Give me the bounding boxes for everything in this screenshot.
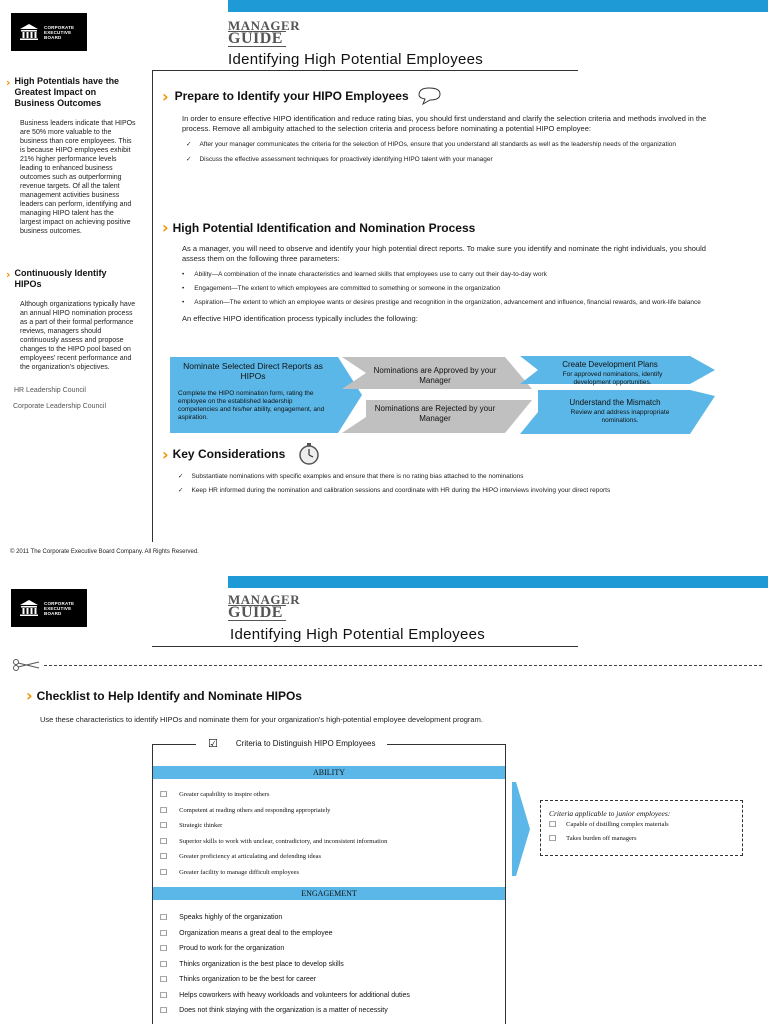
wordmark-top: MANAGER <box>228 18 301 33</box>
engagement-list <box>160 910 410 1019</box>
checkbox-item-text: Helps coworkers with heavy workloads and volunteers for additional duties <box>179 991 410 999</box>
checkbox-item-text: Capable of distilling complex materials <box>566 821 669 828</box>
wordmark-bottom: GUIDE <box>228 31 286 47</box>
check-icon: ✓ <box>178 487 184 494</box>
bullet-icon: • <box>182 285 185 292</box>
check-item-text: Substantiate nominations with specific examples and ensure that there is no rating bias attached to the nominations <box>191 473 524 480</box>
checkbox-item-text: Strategic thinker <box>179 822 223 829</box>
checkbox-icon[interactable]: ☐ <box>160 836 168 846</box>
checkbox-icon[interactable]: ☐ <box>160 990 168 1000</box>
dashed-line <box>44 665 762 666</box>
company-logo <box>11 13 87 51</box>
junior-title: Criteria applicable to junior employees: <box>549 809 671 818</box>
check-icon: ✓ <box>178 473 184 480</box>
checkbox-icon[interactable]: ☐ <box>160 959 168 969</box>
wordmark-bottom: GUIDE <box>228 605 286 621</box>
bullet-icon: • <box>182 271 185 278</box>
checkbox-item[interactable] <box>160 957 410 973</box>
criteria-box-title <box>196 737 387 750</box>
logo-line: BOARD <box>44 610 62 616</box>
checkbox-item-text: Superior skills to work with unclear, contradictory, and inconsistent information <box>179 837 388 845</box>
bullet-item <box>182 284 722 293</box>
checkbox-item[interactable] <box>160 972 410 988</box>
check-item <box>186 155 722 164</box>
right-arrow-shape <box>512 782 530 876</box>
checkbox-icon[interactable]: ☐ <box>549 820 557 829</box>
logo-line: CORPORATE <box>44 600 75 606</box>
section-prepare <box>162 86 722 164</box>
checkbox-item[interactable] <box>160 926 410 942</box>
building-icon <box>19 599 39 617</box>
bullet-item-text: Aspiration—The extent to which an employee wants or desires prestige and recognition in the organization, advancement and influence, financial rewards, and work-life balance <box>194 299 701 306</box>
checkbox-item-text: Greater proficiency at articulating and defending ideas <box>179 853 322 860</box>
check-item-text: Discuss the effective assessment techniques for proactively identifying HIPO talent with your manager <box>199 156 493 163</box>
top-accent-bar <box>228 576 768 588</box>
check-icon: ✓ <box>186 156 192 163</box>
sidebar-heading: Continuously Identify HIPOs <box>14 268 107 289</box>
junior-criteria-box <box>540 800 743 856</box>
section-outro: An effective HIPO identification process typically includes the following: <box>182 314 418 323</box>
check-icon: ✓ <box>186 141 192 148</box>
bullet-item-text: Engagement—The extent to which employees are committed to something or someone in the organization <box>194 285 501 292</box>
checkbox-item[interactable] <box>160 803 387 819</box>
copyright: © 2011 The Corporate Executive Board Company. All Rights Reserved. <box>10 549 199 555</box>
title-rule <box>152 70 578 71</box>
checkbox-item[interactable] <box>160 818 387 834</box>
checkbox-checked-icon: ☑ <box>208 737 218 750</box>
ability-list <box>160 787 387 880</box>
logo-line: EXECUTIVE <box>44 29 72 35</box>
checkbox-item-text: Thinks organization is the best place to develop skills <box>179 960 344 968</box>
flow-title: Nominate Selected Direct Reports as HIPOs <box>183 361 323 381</box>
logo-line: EXECUTIVE <box>44 605 72 611</box>
page-title: Identifying High Potential Employees <box>230 626 486 643</box>
section-intro: As a manager, you will need to observe and identify your high potential direct reports. To make sure you identify and nominate the right individuals, you should assess them on the following three parameters: <box>182 244 706 263</box>
checkbox-icon[interactable]: ☐ <box>160 975 168 984</box>
check-item-text: Keep HR informed during the nomination and calibration sessions and coordinate with HR during the HIPO interviews involving your direct reports <box>191 487 611 494</box>
checkbox-item[interactable] <box>160 849 387 865</box>
sidebar-divider <box>152 70 153 542</box>
checkbox-item[interactable] <box>160 1003 410 1019</box>
flow-title: Nominations are Rejected by your Manager <box>374 404 496 423</box>
checkbox-icon[interactable]: ☐ <box>549 834 557 843</box>
checkbox-item[interactable] <box>160 941 410 957</box>
source-label: Corporate Leadership Council <box>13 403 106 410</box>
logo-line: CORPORATE <box>44 24 75 30</box>
sidebar-paragraph: Business leaders indicate that HIPOs are 50% more valuable to the business than core employees. This is because HIPO employees exhibit 21% higher performance levels leading to enhanced business outcomes such as outperforming revenue targets. Of all the talent management activities business leaders can perform, identifying and managing HIPO talent has the largest impact on achieving positive business outcomes. <box>20 120 136 235</box>
checkbox-icon[interactable]: ☐ <box>160 805 168 815</box>
checkbox-icon[interactable]: ☐ <box>160 821 168 830</box>
checkbox-icon[interactable]: ☐ <box>160 1006 168 1015</box>
process-flow <box>170 356 715 436</box>
checkbox-item-text: Greater facility to manage difficult employees <box>179 868 300 876</box>
checkbox-item-text: Does not think staying with the organization is a matter of necessity <box>179 1007 388 1014</box>
manager-guide-wordmark <box>228 594 300 621</box>
checkbox-icon[interactable]: ☐ <box>160 867 168 877</box>
checkbox-item[interactable] <box>549 832 734 846</box>
wordmark-top: MANAGER <box>228 592 301 607</box>
checkbox-item-text: Greater capability to inspire others <box>179 791 270 798</box>
speech-bubble-icon <box>415 86 443 106</box>
engagement-band: ENGAGEMENT <box>153 887 505 900</box>
checkbox-item[interactable] <box>160 910 410 926</box>
building-icon <box>19 23 39 41</box>
bullet-item-text: Ability—A combination of the innate characteristics and learned skills that employees use to carry out their day-to-day work <box>194 271 547 278</box>
checkbox-item-text: Thinks organization to be the best for career <box>179 976 317 983</box>
flow-title: Nominations are Approved by your Manager <box>373 366 497 385</box>
section-heading: Prepare to Identify your HIPO Employees <box>174 89 409 103</box>
checkbox-icon[interactable]: ☐ <box>160 944 168 953</box>
check-item <box>178 472 722 481</box>
checkbox-item[interactable] <box>549 818 734 832</box>
cut-line <box>12 658 762 672</box>
checklist-intro: Use these characteristics to identify HIPOs and nominate them for your organization's high-potential employee development program. <box>40 715 483 724</box>
check-item-text: After your manager communicates the criteria for the selection of HIPOs, ensure that you understand all standards as well as the leadership needs of the organization <box>199 141 677 148</box>
clock-icon <box>297 442 321 466</box>
checkbox-item-text: Takes burden off managers <box>566 835 637 842</box>
section-identification <box>162 218 722 324</box>
top-accent-bar <box>228 0 768 12</box>
sidebar-paragraph: Although organizations typically have an annual HIPO nomination process as a part of their formal performance reviews, managers should continuously assess and propose changes to the HIPO pool based on employees' recent performance and the organization's objectives. <box>20 301 136 371</box>
check-item <box>178 486 658 495</box>
chevron-icon: › <box>162 444 169 464</box>
source-label: HR Leadership Council <box>14 387 86 394</box>
checkbox-item-text: Organization means a great deal to the employee <box>179 929 333 937</box>
checklist-heading-row <box>26 686 302 705</box>
bullet-item <box>182 298 722 307</box>
checkbox-icon[interactable]: ☐ <box>160 913 168 922</box>
checkbox-item-text: Proud to work for the organization <box>179 945 285 952</box>
flow-title: Understand the Mismatch <box>569 398 661 407</box>
flow-text: For approved nominations, identify development opportunities. <box>562 371 663 386</box>
chevron-icon: › <box>162 86 169 106</box>
check-item <box>186 140 722 149</box>
checkbox-item[interactable] <box>160 988 410 1004</box>
section-heading: High Potential Identification and Nomination Process <box>172 220 476 235</box>
checkbox-item[interactable] <box>160 787 387 803</box>
chevron-icon: › <box>6 268 11 281</box>
ability-band: ABILITY <box>153 766 505 779</box>
checkbox-item[interactable] <box>160 834 387 850</box>
bullet-icon: • <box>182 299 185 306</box>
manager-guide-wordmark <box>228 20 300 47</box>
chevron-icon: › <box>162 218 169 237</box>
flow-title: Create Development Plans <box>562 360 658 369</box>
section-heading: Checklist to Help Identify and Nominate HIPOs <box>36 688 302 703</box>
checkbox-item[interactable] <box>160 865 387 881</box>
logo-line: BOARD <box>44 34 62 40</box>
flow-text: Review and address inappropriate nominations. <box>570 409 670 424</box>
company-logo <box>11 589 87 627</box>
checkbox-item-text: Competent at reading others and responding appropriately <box>179 806 331 814</box>
bullet-item <box>182 270 722 279</box>
chevron-icon: › <box>26 686 33 705</box>
scissors-icon <box>12 658 40 672</box>
title-rule <box>152 646 578 647</box>
criteria-title: Criteria to Distinguish HIPO Employees <box>235 739 376 748</box>
checkbox-icon[interactable]: ☐ <box>160 852 168 861</box>
chevron-icon: › <box>6 76 11 89</box>
checkbox-icon[interactable]: ☐ <box>160 790 168 799</box>
section-heading: Key Considerations <box>172 447 286 461</box>
page-title: Identifying High Potential Employees <box>228 51 484 68</box>
sidebar <box>6 76 136 411</box>
section-key-considerations <box>162 442 722 495</box>
sidebar-heading: High Potentials have the Greatest Impact on Business Outcomes <box>14 76 120 108</box>
checkbox-icon[interactable]: ☐ <box>160 928 168 938</box>
checkbox-item-text: Speaks highly of the organization <box>179 914 283 921</box>
flow-text: Complete the HIPO nomination form, rating the employee on the established leadership competencies and his/her ability, engagement, and aspiration. <box>178 390 325 421</box>
section-intro: In order to ensure effective HIPO identification and reduce rating bias, you should first understand and clarify the selection criteria and methods involved in the process. Remove all ambiguity attached to the selection criteria and process before nominating a potential HIPO employee: <box>182 114 707 133</box>
